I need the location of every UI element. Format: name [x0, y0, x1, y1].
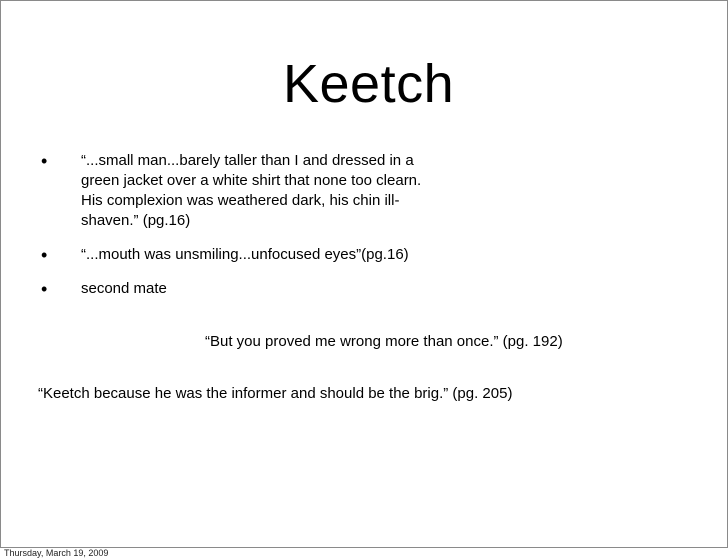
bullet-item [41, 245, 461, 265]
bullet-marker: • [41, 279, 48, 299]
bullet-item [41, 151, 461, 231]
bullet-marker: • [41, 151, 48, 171]
quote-text: “Keetch because he was the informer and should be the brig.” (pg. 205) [38, 385, 513, 402]
bullet-item [41, 279, 461, 299]
slide-title: Keetch [283, 54, 455, 114]
bullet-text: second mate [81, 280, 167, 297]
bullet-text: “...mouth was unsmiling...unfocused eyes”(pg.16) [81, 246, 409, 263]
quote-text: “But you proved me wrong more than once.” (pg. 192) [205, 333, 563, 350]
footer-date: Thursday, March 19, 2009 [4, 548, 109, 558]
bullet-text: “...small man...barely taller than I and dressed in a green jacket over a white shirt that none too clearn. His complexion was weathered dark, his chin ill-shaven.” (pg.16) [81, 152, 422, 229]
bullet-list [41, 151, 461, 313]
bullet-marker: • [41, 245, 48, 265]
